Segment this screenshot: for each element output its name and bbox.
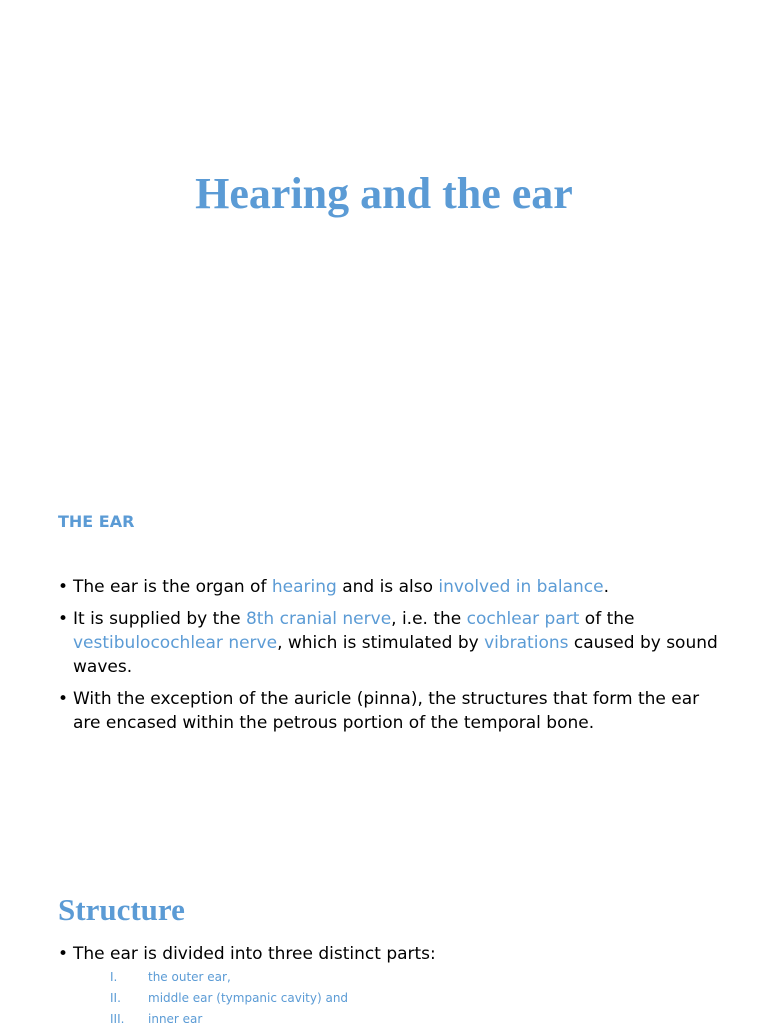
title-slide [0,0,768,480]
highlighted-term: vestibulocochlear nerve [73,633,278,653]
part-text: middle ear (tympanic cavity) and [148,991,349,1005]
bullet-text: , which is stimulated by [277,633,485,653]
bullet-text: The ear is the organ of [73,577,272,597]
part-item-2 [110,988,348,1009]
parts-list [110,967,348,1030]
structure-bullet-text: The ear is divided into three distinct parts: [73,944,436,964]
part-item-3 [110,1009,348,1030]
highlighted-term: hearing [271,577,337,597]
section-heading-the-ear: THE EAR [58,512,135,531]
highlighted-term: vibrations [484,633,569,653]
section-heading-structure: Structure [58,892,185,927]
ear-bullet-3 [58,687,718,735]
highlighted-term: involved in balance [438,577,604,597]
part-number: II. [110,991,121,1005]
bullet-text: With the exception of the auricle (pinna), the structures that form the ear are encased within the petrous portion of the temporal bone. [73,689,700,733]
part-number: I. [110,970,118,984]
main-title: Hearing and the ear [195,169,573,218]
part-number: III. [110,1012,125,1026]
highlighted-term: cochlear part [466,609,580,629]
ear-bullet-2 [58,607,718,679]
structure-bullet [58,942,718,966]
part-text: inner ear [148,1012,203,1026]
bullet-text: of the [579,609,635,629]
bullet-text: and is also [336,577,439,597]
ear-bullet-1 [58,575,718,599]
bullet-text: It is supplied by the [73,609,246,629]
bullet-text: . [603,577,610,597]
bullet-text: caused by sound waves. [73,633,718,677]
part-text: the outer ear, [148,970,231,984]
part-item-1 [110,967,348,988]
highlighted-term: 8th cranial nerve [245,609,392,629]
ear-bullet-list [58,575,718,743]
bullet-text: , i.e. the [391,609,467,629]
